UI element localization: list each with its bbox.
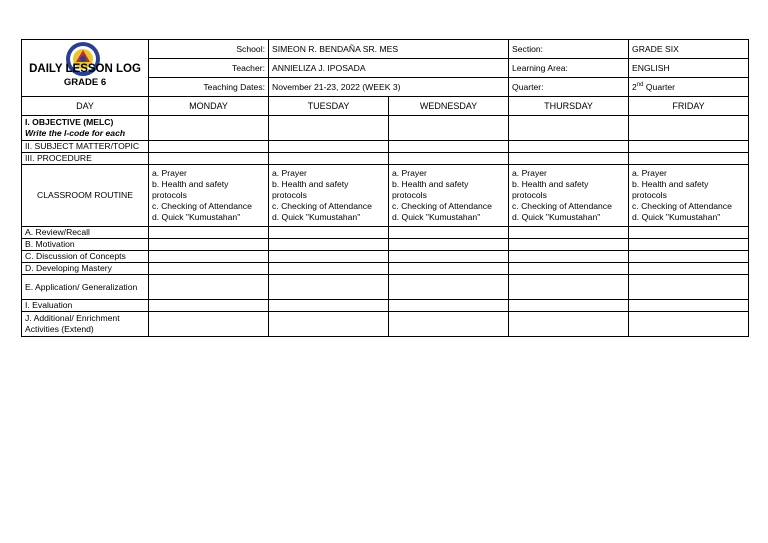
step-cell	[509, 312, 629, 337]
step-cell	[509, 263, 629, 275]
day-monday: MONDAY	[149, 97, 269, 116]
step-cell	[629, 239, 749, 251]
day-wednesday: WEDNESDAY	[389, 97, 509, 116]
subject-cell	[389, 141, 509, 153]
routine-kumustahan: d. Quick "Kumustahan"	[272, 212, 361, 222]
step-cell	[149, 227, 269, 239]
area-value: ENGLISH	[629, 59, 749, 78]
step-cell	[629, 251, 749, 263]
step-cell	[509, 251, 629, 263]
objective-cell	[509, 116, 629, 141]
procedure-label: III. PROCEDURE	[22, 153, 149, 165]
step-cell	[389, 251, 509, 263]
objective-cell	[269, 116, 389, 141]
routine-attendance: c. Checking of Attendance	[512, 201, 612, 211]
routine-cell-monday	[149, 165, 269, 227]
step-cell	[629, 227, 749, 239]
routine-health: b. Health and safety protocols	[392, 179, 469, 200]
routine-health: b. Health and safety protocols	[152, 179, 229, 200]
step-cell	[389, 227, 509, 239]
routine-attendance: c. Checking of Attendance	[632, 201, 732, 211]
routine-prayer: a. Prayer	[512, 168, 547, 178]
teacher-label: Teacher:	[149, 59, 269, 78]
area-label: Learning Area:	[509, 59, 629, 78]
step-cell	[509, 239, 629, 251]
routine-kumustahan: d. Quick "Kumustahan"	[152, 212, 241, 222]
step-cell	[629, 312, 749, 337]
step-cell	[269, 239, 389, 251]
routine-attendance: c. Checking of Attendance	[272, 201, 372, 211]
routine-attendance: c. Checking of Attendance	[392, 201, 492, 211]
routine-cell-thursday	[509, 165, 629, 227]
step-cell	[389, 300, 509, 312]
procedure-cell	[149, 153, 269, 165]
step-cell	[629, 300, 749, 312]
step-cell	[629, 275, 749, 300]
grade-title: GRADE 6	[63, 77, 107, 88]
subject-cell	[269, 141, 389, 153]
step-cell	[149, 251, 269, 263]
step-cell	[269, 263, 389, 275]
step-cell	[509, 300, 629, 312]
subject-cell	[149, 141, 269, 153]
routine-prayer: a. Prayer	[272, 168, 307, 178]
day-tuesday: TUESDAY	[269, 97, 389, 116]
procedure-cell	[509, 153, 629, 165]
quarter-suffix: nd	[636, 81, 644, 88]
step-cell	[269, 227, 389, 239]
teacher-value: ANNIELIZA J. IPOSADA	[269, 59, 509, 78]
subject-label: II. SUBJECT MATTER/TOPIC	[22, 141, 149, 153]
section-label: Section:	[509, 40, 629, 59]
step-cell	[269, 275, 389, 300]
subject-cell	[629, 141, 749, 153]
routine-label: CLASSROOM ROUTINE	[22, 165, 149, 227]
step-cell	[269, 312, 389, 337]
step-cell	[509, 275, 629, 300]
section-value: GRADE SIX	[629, 40, 749, 59]
objective-cell	[389, 116, 509, 141]
objective-label	[22, 116, 149, 141]
step-cell	[629, 263, 749, 275]
step-enrichment: J. Additional/ Enrichment Activities (Extend)	[22, 312, 149, 337]
day-header: DAY	[22, 97, 149, 116]
school-label: School:	[149, 40, 269, 59]
step-cell	[269, 251, 389, 263]
day-friday: FRIDAY	[629, 97, 749, 116]
step-application: E. Application/ Generalization	[22, 275, 149, 300]
routine-attendance: c. Checking of Attendance	[152, 201, 252, 211]
step-review: A. Review/Recall	[22, 227, 149, 239]
routine-health: b. Health and safety protocols	[632, 179, 709, 200]
routine-kumustahan: d. Quick "Kumustahan"	[392, 212, 481, 222]
dates-label: Teaching Dates:	[149, 78, 269, 97]
routine-health: b. Health and safety protocols	[272, 179, 349, 200]
procedure-cell	[269, 153, 389, 165]
routine-cell-friday	[629, 165, 749, 227]
routine-cell-tuesday	[269, 165, 389, 227]
step-cell	[389, 263, 509, 275]
step-cell	[149, 275, 269, 300]
routine-health: b. Health and safety protocols	[512, 179, 589, 200]
step-evaluation: I. Evaluation	[22, 300, 149, 312]
quarter-word: Quarter	[643, 81, 676, 92]
objective-note: Write the l-code for each	[25, 128, 126, 138]
step-cell	[149, 312, 269, 337]
procedure-cell	[389, 153, 509, 165]
step-cell	[149, 239, 269, 251]
step-cell	[389, 312, 509, 337]
quarter-value	[629, 78, 749, 97]
routine-prayer: a. Prayer	[632, 168, 667, 178]
subject-cell	[509, 141, 629, 153]
objective-cell	[149, 116, 269, 141]
daily-lesson-log-table	[21, 39, 749, 337]
step-cell	[389, 239, 509, 251]
step-cell	[269, 300, 389, 312]
step-cell	[389, 275, 509, 300]
routine-prayer: a. Prayer	[152, 168, 187, 178]
routine-kumustahan: d. Quick "Kumustahan"	[512, 212, 601, 222]
school-value: SIMEON R. BENDAÑA SR. MES	[269, 40, 509, 59]
step-cell	[149, 263, 269, 275]
objective-cell	[629, 116, 749, 141]
step-discussion: C. Discussion of Concepts	[22, 251, 149, 263]
step-motivation: B. Motivation	[22, 239, 149, 251]
step-cell	[149, 300, 269, 312]
log-title: DAILY LESSON LOG	[29, 63, 141, 75]
routine-cell-wednesday	[389, 165, 509, 227]
step-mastery: D. Developing Mastery	[22, 263, 149, 275]
quarter-number: 2	[632, 81, 637, 92]
title-block	[22, 40, 149, 97]
quarter-label: Quarter:	[509, 78, 629, 97]
day-thursday: THURSDAY	[509, 97, 629, 116]
routine-prayer: a. Prayer	[392, 168, 427, 178]
dates-value: November 21-23, 2022 (WEEK 3)	[269, 78, 509, 97]
procedure-cell	[629, 153, 749, 165]
routine-kumustahan: d. Quick "Kumustahan"	[632, 212, 721, 222]
step-cell	[509, 227, 629, 239]
objective-title: I. OBJECTIVE (MELC)	[25, 117, 114, 127]
